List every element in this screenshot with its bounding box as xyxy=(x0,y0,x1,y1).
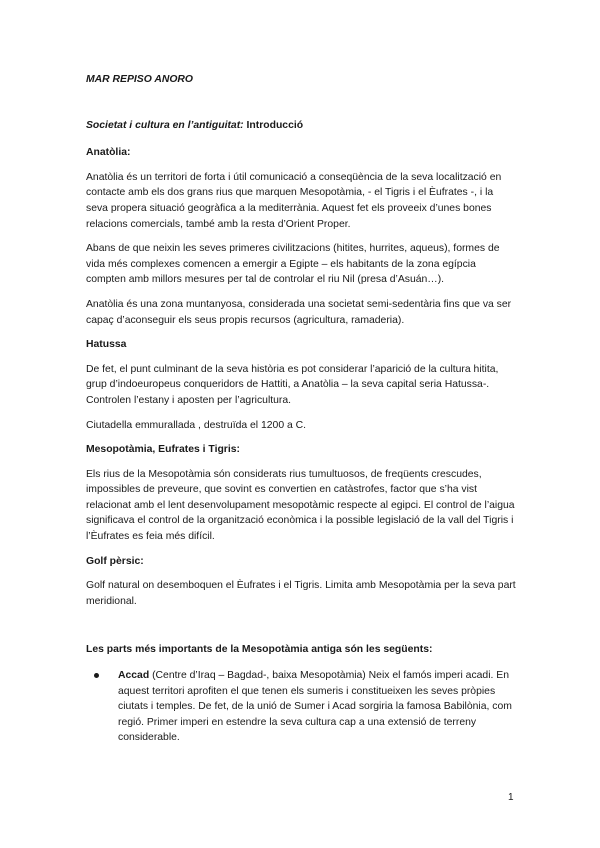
section-heading-mesopotamia: Mesopotàmia, Eufrates i Tigris: xyxy=(86,444,240,456)
list-item-term: Accad xyxy=(118,670,150,682)
document-page xyxy=(86,72,516,746)
author-name: MAR REPISO ANORO xyxy=(86,74,193,85)
list-intro: Les parts més importants de la Mesopotàmia antiga són les següents: xyxy=(86,644,433,656)
section-heading-anatolia: Anatòlia: xyxy=(86,147,131,159)
list-item-text: (Centre d’Iraq – Bagdad-, baixa Mesopotàmia) Neix el famós imperi acadi. En aquest territori aprofiten el que tenen els sumeris i constitueixen les seves pròpies ciutats i temples. De fet, de la unió de Sumer i Acad sorgiria la famosa Babilònia, com regió. Primer imperi en estendre la seva cultura cap a una extensió de terreny considerable. xyxy=(118,670,512,744)
subtitle-course: Societat i cultura en l’antiguitat: xyxy=(86,119,244,131)
document-subtitle xyxy=(86,118,516,134)
bullet-icon xyxy=(94,673,99,678)
paragraph: Abans de que neixin les seves primeres civilitzacions (hitites, hurrites, aqueus), formes de vida més complexes comencen a emergir a Egipte – els habitants de la zona egípcia compten amb millors mesures per tal de controlar el riu Nil (presa d’Asuán…). xyxy=(86,243,500,286)
paragraph: Anatòlia és un territori de forta i útil comunicació a conseqüència de la seva localització en contacte amb els dos grans rius que marquen Mesopotàmia, - el Tigris i el Èufrates -, i la seva propera situació geogràfica a la mediterrània. Aquest fet els proveeix d’unes bones relacions comercials, també amb la resta d’Orient Proper. xyxy=(86,171,502,230)
section-heading-hatussa: Hatussa xyxy=(86,339,127,351)
paragraph: De fet, el punt culminant de la seva història es pot considerar l’aparició de la cultura hitita, grup d’indoeuropeus conqueridors de Hattiti, a Anatòlia – la seva capital seria Hatussa-. Controlen l’estany i aposten per l’agricultura. xyxy=(86,363,499,406)
page-number: 1 xyxy=(508,792,514,803)
list-item xyxy=(86,668,516,746)
paragraph: Golf natural on desemboquen el Èufrates i el Tigris. Limita amb Mesopotàmia per la seva part meridional. xyxy=(86,580,516,607)
paragraph: Ciutadella emmurallada , destruïda el 1200 a C. xyxy=(86,419,307,431)
subtitle-topic: Introducció xyxy=(243,119,304,131)
section-heading-golf-persic: Golf pèrsic: xyxy=(86,555,144,567)
paragraph: Anatòlia és una zona muntanyosa, considerada una societat semi-sedentària fins que va ser capaç d’aconseguir els seus propis recursos (agricultura, ramaderia). xyxy=(86,298,512,326)
paragraph: Els rius de la Mesopotàmia són considerats rius tumultuosos, de freqüents crescudes, impossibles de preveure, que sovint es convertien en catàstrofes, factor que s’ha vist relacionat amb el lent desenvolupament mesopotàmic respecte al egipci. El control de l’aigua significava el control de la organització econòmica i la possible legislació de la vall del Tigris i l’Èufrates es feia més difícil. xyxy=(86,468,515,543)
regions-list xyxy=(86,668,516,746)
